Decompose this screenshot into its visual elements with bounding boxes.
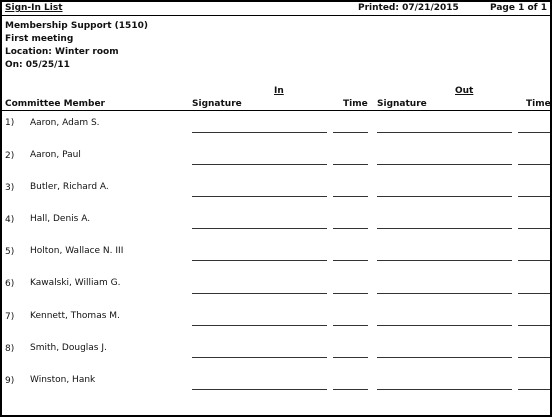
member-number: 8) xyxy=(5,344,15,354)
time-in-line[interactable] xyxy=(333,228,368,229)
time-out-line[interactable] xyxy=(518,132,550,133)
member-number: 3) xyxy=(5,183,15,193)
column-header-signature-out: Signature xyxy=(377,99,427,109)
member-name: Smith, Douglas J. xyxy=(30,343,107,353)
member-number: 6) xyxy=(5,279,15,289)
signature-out-line[interactable] xyxy=(377,325,512,326)
member-number: 5) xyxy=(5,247,15,257)
time-in-line[interactable] xyxy=(333,260,368,261)
member-name: Holton, Wallace N. III xyxy=(30,246,124,256)
signature-out-line[interactable] xyxy=(377,357,512,358)
signature-in-line[interactable] xyxy=(192,357,327,358)
time-out-line[interactable] xyxy=(518,164,550,165)
header-divider xyxy=(2,15,550,16)
time-out-line[interactable] xyxy=(518,196,550,197)
member-name: Aaron, Adam S. xyxy=(30,118,100,128)
time-out-line[interactable] xyxy=(518,228,550,229)
group-header-out: Out xyxy=(455,86,474,96)
column-header-member: Committee Member xyxy=(5,99,105,109)
meeting-date: On: 05/25/11 xyxy=(5,60,70,70)
time-in-line[interactable] xyxy=(333,132,368,133)
page-number: Page 1 of 1 xyxy=(490,3,547,13)
signature-out-line[interactable] xyxy=(377,389,512,390)
time-out-line[interactable] xyxy=(518,293,550,294)
signature-in-line[interactable] xyxy=(192,260,327,261)
printed-date: Printed: 07/21/2015 xyxy=(358,3,459,13)
member-number: 9) xyxy=(5,376,15,386)
member-number: 1) xyxy=(5,118,15,128)
time-in-line[interactable] xyxy=(333,196,368,197)
time-in-line[interactable] xyxy=(333,389,368,390)
member-name: Aaron, Paul xyxy=(30,150,81,160)
signature-out-line[interactable] xyxy=(377,228,512,229)
column-header-time-in: Time xyxy=(343,99,368,109)
time-out-line[interactable] xyxy=(518,357,550,358)
signature-in-line[interactable] xyxy=(192,228,327,229)
member-number: 7) xyxy=(5,312,15,322)
meeting-name: First meeting xyxy=(5,34,74,44)
signature-in-line[interactable] xyxy=(192,325,327,326)
signature-out-line[interactable] xyxy=(377,164,512,165)
signature-in-line[interactable] xyxy=(192,196,327,197)
signature-in-line[interactable] xyxy=(192,293,327,294)
document-title: Sign-In List xyxy=(5,3,63,13)
signature-out-line[interactable] xyxy=(377,293,512,294)
column-header-divider xyxy=(2,110,550,111)
member-name: Butler, Richard A. xyxy=(30,182,109,192)
column-header-signature-in: Signature xyxy=(192,99,242,109)
time-in-line[interactable] xyxy=(333,357,368,358)
meeting-location: Location: Winter room xyxy=(5,47,119,57)
column-header-time-out: Time xyxy=(526,99,551,109)
member-name: Kawalski, William G. xyxy=(30,278,121,288)
signature-out-line[interactable] xyxy=(377,132,512,133)
signature-out-line[interactable] xyxy=(377,260,512,261)
member-name: Winston, Hank xyxy=(30,375,96,385)
member-name: Hall, Denis A. xyxy=(30,214,91,224)
time-in-line[interactable] xyxy=(333,164,368,165)
time-out-line[interactable] xyxy=(518,389,550,390)
member-number: 2) xyxy=(5,151,15,161)
time-in-line[interactable] xyxy=(333,293,368,294)
time-out-line[interactable] xyxy=(518,260,550,261)
group-header-in: In xyxy=(274,86,284,96)
signature-in-line[interactable] xyxy=(192,164,327,165)
signature-in-line[interactable] xyxy=(192,132,327,133)
time-out-line[interactable] xyxy=(518,325,550,326)
time-in-line[interactable] xyxy=(333,325,368,326)
committee-name: Membership Support (1510) xyxy=(5,21,148,31)
signature-in-line[interactable] xyxy=(192,389,327,390)
signature-out-line[interactable] xyxy=(377,196,512,197)
member-number: 4) xyxy=(5,215,15,225)
member-name: Kennett, Thomas M. xyxy=(30,311,120,321)
